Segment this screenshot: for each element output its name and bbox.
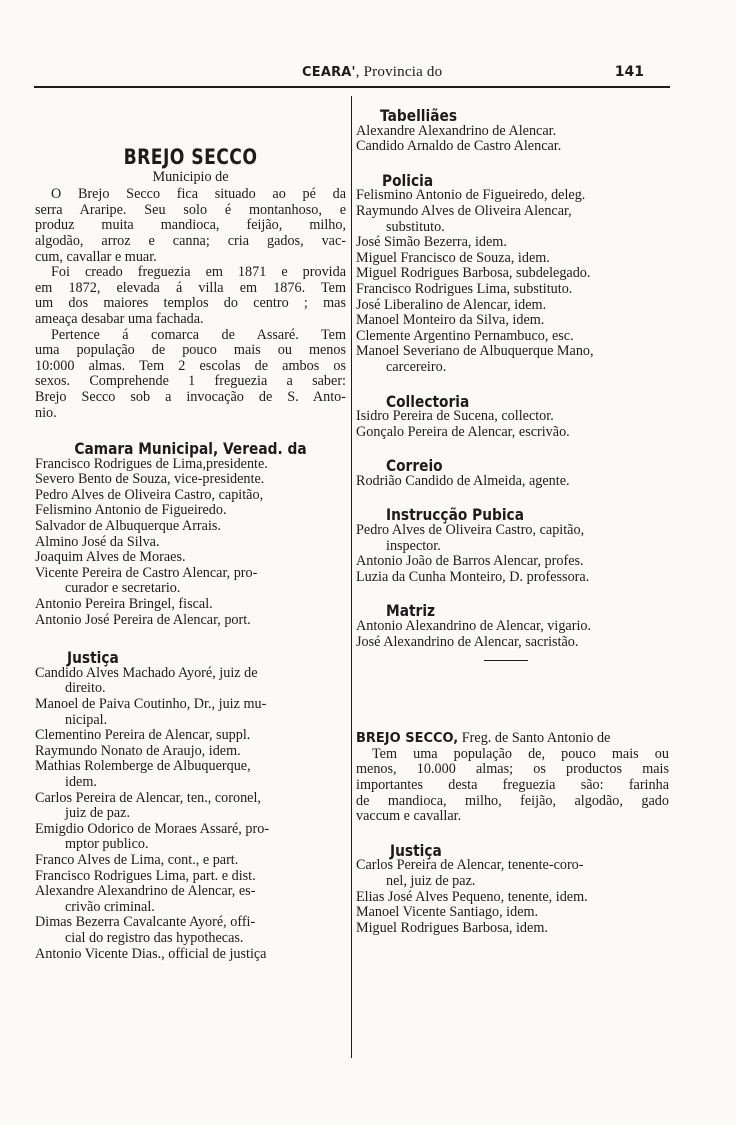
list-item-text: Carlos Pereira de Alencar, ten., coronel,: [35, 789, 261, 806]
list-item-text: Miguel Rodrigues Barbosa, subdelegado.: [356, 265, 591, 282]
list-item-text: Dimas Bezerra Cavalcante Ayoré, offi-: [35, 914, 256, 931]
list-item-text: Manoel Monteiro da Silva, idem.: [356, 312, 545, 329]
list-item: [35, 884, 346, 915]
page-number: 141: [614, 64, 644, 80]
text-line: em 1872, elevada á villa em 1876. Tem: [35, 279, 346, 296]
justica-list: [35, 666, 346, 962]
justica2-heading-wrap: [356, 840, 669, 860]
text-line: Tem uma população de, pouco mais ou: [372, 745, 669, 762]
freguezia-title: BREJO SECCO,: [356, 731, 459, 747]
policia-heading: Policia: [382, 170, 434, 190]
list-item: [356, 921, 669, 937]
list-item-text: Manoel de Paiva Coutinho, Dr., juiz mu-: [35, 696, 267, 712]
list-item: [356, 298, 669, 314]
text-line: produz muita mandioca, feijão, milho,: [35, 217, 346, 234]
running-title-rest: , Provincia do: [355, 64, 443, 80]
list-item-text: Felismino Antonio de Figueiredo, deleg.: [356, 187, 586, 204]
right-column: [356, 108, 669, 936]
text-line: uma população de pouco mais ou menos: [35, 342, 346, 359]
list-item: [356, 890, 669, 906]
list-item: Salvador de Albuquerque Arrais.: [35, 518, 221, 535]
list-item-text: Pedro Alves de Oliveira Castro, capitão,: [356, 522, 585, 539]
list-item: [356, 251, 669, 267]
text-line: algodão, arroz e canna; cria gados, vac-: [35, 232, 346, 249]
text-line: de mandioca, milho, feijão, algodão, gado: [356, 792, 669, 809]
text-line: Foi creado freguezia em 1871 e provida: [51, 264, 346, 281]
list-item-text: Antonio João de Barros Alencar, profes.: [356, 553, 584, 570]
justica2-list: [356, 858, 669, 936]
list-item: [35, 822, 346, 853]
list-item-text: Miguel Rodrigues Barbosa, idem.: [356, 919, 548, 936]
left-column: [35, 120, 346, 962]
camara-procurador-line1: Vicente Pereira de Castro Alencar, pro-: [35, 564, 258, 581]
list-item-text: Luzia da Cunha Monteiro, D. professora.: [356, 568, 590, 585]
text-line: um dos maiores templos do centro ; mas: [35, 295, 346, 312]
list-item-text: José Simão Bezerra, idem.: [356, 234, 507, 251]
list-item-continuation: nicipal.: [65, 711, 108, 728]
list-item-text: Raymundo Alves de Oliveira Alencar,: [356, 202, 572, 219]
list-item: [35, 869, 346, 885]
list-item: Joaquim Alves de Moraes.: [35, 549, 186, 566]
list-item: [356, 188, 669, 204]
instruccao-heading-wrap: [356, 507, 669, 523]
list-item-continuation: direito.: [65, 680, 106, 697]
camara-procurador: [35, 566, 346, 597]
list-item: [35, 759, 346, 790]
text-line: O Brejo Secco fica situado ao pé da: [51, 186, 346, 203]
policia-heading-wrap: [356, 170, 669, 190]
instruccao-list: [356, 523, 669, 585]
running-title: [302, 64, 442, 81]
text-line: 10:000 almas. Tem 2 escolas de ambos os: [35, 357, 346, 374]
list-item: Antonio José Pereira de Alencar, port.: [35, 611, 251, 628]
list-item: [356, 523, 669, 554]
text-line: vaccum e cavallar.: [356, 808, 462, 825]
correio-heading-wrap: [356, 458, 669, 474]
list-item: [356, 313, 669, 329]
list-item: [35, 947, 346, 963]
list-item-text: Clementino Pereira de Alencar, suppl.: [35, 727, 251, 744]
list-item-text: Francisco Rodrigues Lima, part. e dist.: [35, 867, 256, 884]
matriz-heading: Matriz: [386, 601, 436, 621]
text-line: Brejo Secco sob a invocação de S. Anto-: [35, 388, 346, 405]
running-title-bold: CEARA': [302, 65, 356, 80]
policia-list: [356, 188, 669, 375]
list-item-text: Antonio Vicente Dias., official de justiça: [35, 945, 267, 962]
column-divider: [351, 96, 352, 1058]
list-item: Severo Bento de Souza, vice-presidente.: [35, 471, 265, 488]
text-line: Pertence á comarca de Assaré. Tem: [51, 326, 346, 343]
justica2-heading: Justiça: [390, 840, 442, 860]
list-item: [356, 858, 669, 889]
list-item-continuation: mptor publico.: [65, 836, 149, 853]
list-item: Antonio Pereira Bringel, fiscal.: [35, 596, 213, 613]
list-item: Antonio Alexandrino de Alencar, vigario.: [356, 618, 592, 635]
camara-tail-list: [35, 597, 346, 628]
list-item-text: Franco Alves de Lima, cont., e part.: [35, 851, 239, 868]
list-item-text: Francisco Rodrigues Lima, substituto.: [356, 280, 573, 297]
correio-heading: Correio: [386, 456, 443, 476]
municipio-subtitle: Municipio de: [152, 168, 229, 185]
list-item: [35, 666, 346, 697]
text-line: serra Araripe. Seu solo é montanhoso, e: [35, 201, 346, 218]
tabelliaes-heading-wrap: [356, 108, 669, 124]
correio-list: [356, 474, 669, 490]
text-line: importantes desta freguezia são: farinha: [356, 777, 669, 793]
list-item: Rodrião Candido de Almeida, agente.: [356, 472, 570, 489]
list-item: [356, 570, 669, 586]
freguezia-heading: [356, 731, 669, 747]
list-item-continuation: inspector.: [386, 537, 441, 554]
list-item: Pedro Alves de Oliveira Castro, capitão,: [35, 486, 264, 503]
list-item: [35, 853, 346, 869]
camara-procurador-line2: curador e secretario.: [65, 580, 181, 597]
list-item-text: Candido Alves Machado Ayoré, juiz de: [35, 664, 258, 681]
list-item: [356, 344, 669, 375]
description-paragraph-2: [35, 265, 346, 327]
list-item: [35, 791, 346, 822]
description-paragraph-1: [35, 187, 346, 265]
list-item-text: Manoel Severiano de Albuquerque Mano,: [356, 343, 594, 360]
list-item-text: Manoel Vicente Santiago, idem.: [356, 904, 539, 921]
list-item: José Alexandrino de Alencar, sacristão.: [356, 633, 579, 650]
tabelliaes-heading: Tabelliães: [380, 106, 458, 125]
running-header: [34, 64, 670, 88]
list-item: Candido Arnaldo de Castro Alencar.: [356, 138, 562, 155]
list-item: Almino José da Silva.: [35, 533, 160, 550]
list-item: Felismino Antonio de Figueiredo.: [35, 502, 227, 519]
list-item-text: Emigdio Odorico de Moraes Assaré, pro-: [35, 820, 270, 837]
list-item: [35, 697, 346, 728]
text-line: ameaça desabar uma fachada.: [35, 310, 204, 327]
list-item: [356, 329, 669, 345]
list-item-text: Alexandre Alexandrino de Alencar, es-: [35, 883, 256, 900]
collectoria-list: [356, 409, 669, 440]
text-line: menos, 10.000 almas; os productos mais: [356, 761, 669, 778]
section-rule: [484, 660, 528, 661]
list-item: Francisco Rodrigues de Lima,presidente.: [35, 455, 268, 472]
camara-heading: Camara Municipal, Veread. da: [74, 439, 307, 459]
list-item-continuation: crivão criminal.: [65, 898, 155, 915]
freguezia-text: [356, 747, 669, 825]
justica-heading-wrap: [35, 650, 346, 666]
list-item-text: Elias José Alves Pequeno, tenente, idem.: [356, 888, 588, 905]
list-item-text: José Liberalino de Alencar, idem.: [356, 296, 547, 313]
matriz-list: [356, 619, 669, 650]
list-item: [35, 744, 346, 760]
list-item-text: Miguel Francisco de Souza, idem.: [356, 249, 550, 266]
camara-heading-wrap: [35, 441, 346, 457]
list-item-text: Mathias Rolemberge de Albuquerque,: [35, 758, 251, 775]
list-item-continuation: carcereiro.: [386, 358, 447, 375]
list-item-continuation: idem.: [65, 773, 97, 790]
list-item: [356, 204, 669, 235]
collectoria-heading-wrap: [356, 391, 669, 411]
collectoria-heading: Collectoria: [386, 391, 470, 411]
list-item-continuation: substituto.: [386, 218, 445, 235]
text-line: nio.: [35, 404, 57, 421]
list-item-text: Raymundo Nonato de Araujo, idem.: [35, 742, 241, 759]
text-line: cum, cavallar e muar.: [35, 248, 157, 265]
list-item-continuation: cial do registro das hypothecas.: [65, 929, 244, 946]
list-item: [356, 554, 669, 570]
tabelliaes-list: [356, 124, 669, 155]
list-item-text: Carlos Pereira de Alencar, tenente-coro-: [356, 857, 584, 874]
instruccao-heading: Instrucção Pubica: [386, 505, 525, 525]
list-item-continuation: nel, juiz de paz.: [386, 872, 476, 889]
matriz-heading-wrap: [356, 603, 669, 619]
list-item: [356, 266, 669, 282]
list-item: Isidro Pereira de Sucena, collector.: [356, 408, 554, 425]
list-item: Gonçalo Pereira de Alencar, escrivão.: [356, 423, 570, 440]
list-item: [35, 915, 346, 946]
list-item: Alexandre Alexandrino de Alencar.: [356, 122, 557, 139]
justica-heading: Justiça: [67, 648, 119, 668]
list-item: [356, 282, 669, 298]
camara-list: [35, 457, 346, 566]
text-line: sexos. Comprehende 1 freguezia a saber:: [35, 373, 346, 390]
list-item: [356, 235, 669, 251]
freguezia-title-rest: Freg. de Santo Antonio de: [458, 730, 611, 747]
municipio-title: BREJO SECCO: [123, 145, 258, 169]
list-item-text: Clemente Argentino Pernambuco, esc.: [356, 327, 574, 344]
list-item: [35, 728, 346, 744]
list-item: [356, 905, 669, 921]
list-item-continuation: juiz de paz.: [65, 805, 130, 822]
description-paragraph-3: [35, 328, 346, 422]
